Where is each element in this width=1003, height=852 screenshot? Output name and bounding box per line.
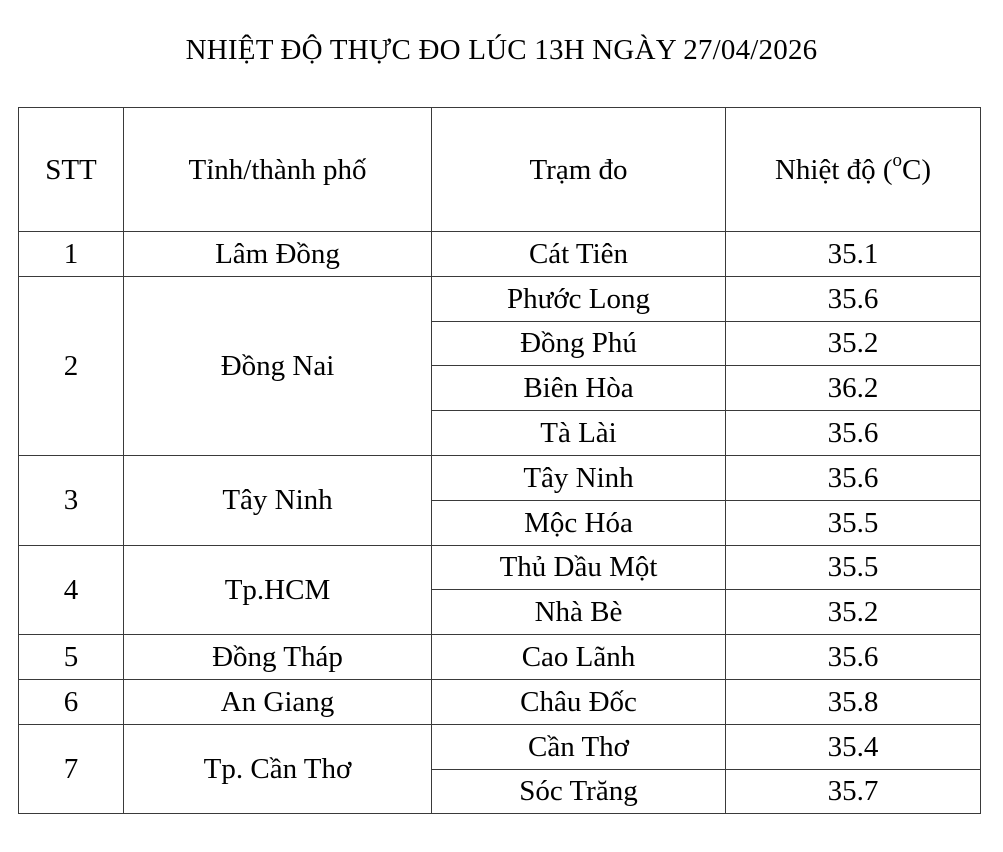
station-cell: Mộc Hóa xyxy=(432,500,726,545)
temperature-cell: 35.1 xyxy=(726,232,981,277)
temperature-table xyxy=(18,107,981,814)
temperature-cell: 35.6 xyxy=(726,455,981,500)
stt-cell: 2 xyxy=(19,276,124,455)
station-cell: Tây Ninh xyxy=(432,455,726,500)
station-cell: Thủ Dầu Một xyxy=(432,545,726,590)
station-cell: Cao Lãnh xyxy=(432,635,726,680)
table-row xyxy=(19,635,981,680)
temperature-cell: 35.7 xyxy=(726,769,981,814)
station-cell: Nhà Bè xyxy=(432,590,726,635)
station-cell: Đồng Phú xyxy=(432,321,726,366)
temperature-cell: 35.6 xyxy=(726,276,981,321)
stt-cell: 3 xyxy=(19,455,124,545)
temperature-cell: 36.2 xyxy=(726,366,981,411)
table-row xyxy=(19,455,981,500)
temperature-cell: 35.4 xyxy=(726,724,981,769)
temperature-cell: 35.2 xyxy=(726,590,981,635)
stt-cell: 4 xyxy=(19,545,124,635)
header-temperature-suffix: C) xyxy=(902,153,932,186)
province-cell: An Giang xyxy=(124,679,432,724)
temperature-cell: 35.2 xyxy=(726,321,981,366)
temperature-cell: 35.5 xyxy=(726,545,981,590)
header-temperature xyxy=(726,108,981,232)
table-row xyxy=(19,545,981,590)
table-row xyxy=(19,724,981,769)
stt-cell: 5 xyxy=(19,635,124,680)
station-cell: Cát Tiên xyxy=(432,232,726,277)
degree-symbol: o xyxy=(892,149,903,171)
province-cell: Tây Ninh xyxy=(124,455,432,545)
province-cell: Đồng Tháp xyxy=(124,635,432,680)
province-cell: Tp.HCM xyxy=(124,545,432,635)
province-cell: Lâm Đồng xyxy=(124,232,432,277)
station-cell: Tà Lài xyxy=(432,411,726,456)
stt-cell: 7 xyxy=(19,724,124,814)
station-cell: Phước Long xyxy=(432,276,726,321)
temperature-cell: 35.6 xyxy=(726,411,981,456)
station-cell: Biên Hòa xyxy=(432,366,726,411)
header-province: Tỉnh/thành phố xyxy=(124,108,432,232)
table-row xyxy=(19,232,981,277)
header-row xyxy=(19,108,981,232)
station-cell: Châu Đốc xyxy=(432,679,726,724)
temperature-cell: 35.8 xyxy=(726,679,981,724)
header-stt: STT xyxy=(19,108,124,232)
stt-cell: 1 xyxy=(19,232,124,277)
temperature-cell: 35.6 xyxy=(726,635,981,680)
province-cell: Tp. Cần Thơ xyxy=(124,724,432,814)
stt-cell: 6 xyxy=(19,679,124,724)
table-row xyxy=(19,276,981,321)
temperature-cell: 35.5 xyxy=(726,500,981,545)
station-cell: Sóc Trăng xyxy=(432,769,726,814)
header-temperature-prefix: Nhiệt độ ( xyxy=(774,153,893,186)
province-cell: Đồng Nai xyxy=(124,276,432,455)
table-row xyxy=(19,679,981,724)
station-cell: Cần Thơ xyxy=(432,724,726,769)
page-title: NHIỆT ĐỘ THỰC ĐO LÚC 13H NGÀY 27/04/2026 xyxy=(185,34,818,66)
header-station: Trạm đo xyxy=(432,108,726,232)
